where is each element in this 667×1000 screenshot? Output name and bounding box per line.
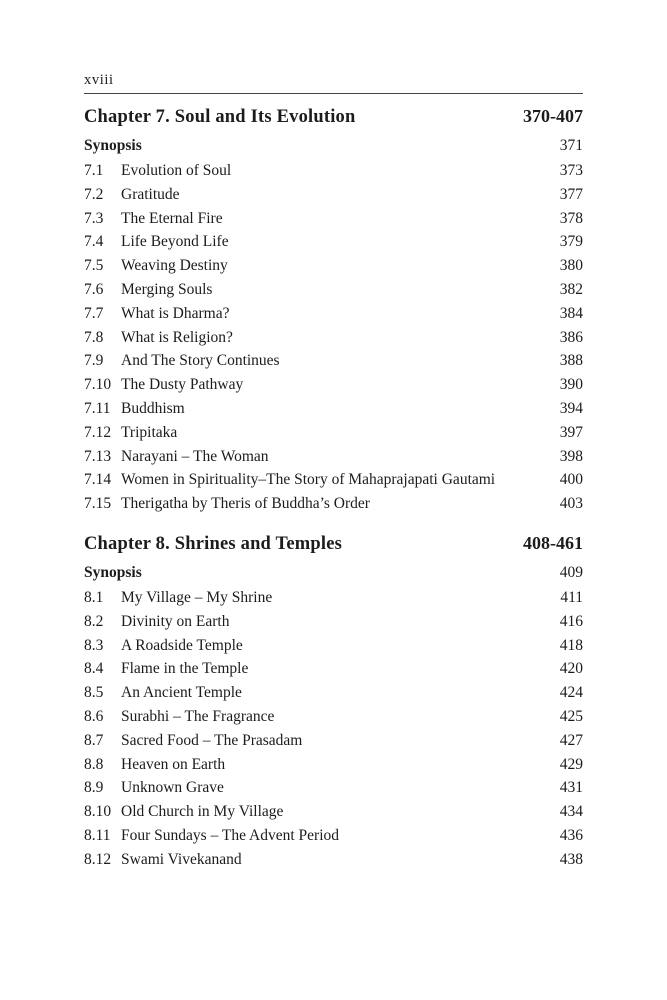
folio-page-number: xviii	[84, 72, 114, 88]
toc-entry-row	[84, 183, 583, 207]
synopsis-label: Synopsis	[84, 137, 142, 154]
entry-title: What is Dharma?	[121, 304, 230, 322]
toc-entry-row	[84, 302, 583, 326]
running-header	[84, 72, 583, 94]
entry-title: Narayani – The Woman	[121, 447, 269, 465]
toc-entry-row	[84, 729, 583, 753]
entry-number: 8.6	[84, 707, 104, 725]
entry-number: 8.9	[84, 779, 104, 797]
entry-page-number: 378	[559, 209, 583, 227]
toc-entry-row	[84, 634, 583, 658]
entry-title: The Dusty Pathway	[121, 376, 244, 394]
entry-title: Tripitaka	[121, 423, 178, 441]
entry-number: 8.1	[84, 588, 104, 606]
entry-title: Unknown Grave	[121, 779, 224, 797]
synopsis-page-number: 371	[559, 137, 583, 154]
entry-number: 8.10	[84, 803, 112, 821]
entry-number: 7.10	[84, 376, 112, 394]
entry-page-number: 400	[559, 471, 583, 489]
toc-entry-row	[84, 681, 583, 705]
entry-title: What is Religion?	[121, 328, 233, 346]
entry-title: My Village – My Shrine	[121, 588, 273, 606]
entry-page-number: 420	[559, 660, 583, 678]
entry-number: 7.14	[84, 471, 112, 489]
entry-page-number: 427	[559, 731, 583, 749]
entry-title: Surabhi – The Fragrance	[121, 707, 275, 725]
toc-entry-row	[84, 468, 583, 492]
entry-page-number: 434	[559, 803, 583, 821]
entry-page-number: 386	[559, 328, 583, 346]
entry-page-number: 398	[559, 447, 583, 465]
toc-entry-row	[84, 705, 583, 729]
entry-title: Heaven on Earth	[121, 755, 226, 773]
entry-number: 8.2	[84, 612, 104, 630]
entry-title: Four Sundays – The Advent Period	[121, 826, 339, 844]
entry-page-number: 403	[559, 495, 583, 513]
entry-page-number: 382	[559, 280, 583, 298]
entry-number: 8.7	[84, 731, 104, 749]
chapter-heading-row	[84, 533, 583, 555]
entry-number: 8.11	[84, 826, 111, 844]
chapter-heading: Chapter 7. Soul and Its Evolution	[84, 107, 356, 127]
entry-page-number: 425	[559, 707, 583, 725]
toc-entry-row	[84, 800, 583, 824]
entry-title: Evolution of Soul	[121, 162, 232, 179]
entry-title: Therigatha by Theris of Buddha’s Order	[121, 495, 370, 513]
toc-entry-row	[84, 326, 583, 350]
entry-number: 8.8	[84, 755, 104, 773]
chapter-heading: Chapter 8. Shrines and Temples	[84, 533, 343, 554]
entry-page-number: 416	[559, 612, 583, 630]
entry-title: Sacred Food – The Prasadam	[121, 731, 303, 749]
entry-number: 7.9	[84, 352, 104, 370]
synopsis-page-number: 409	[559, 563, 583, 581]
toc-entry-row	[84, 349, 583, 373]
entry-page-number: 380	[559, 257, 583, 275]
entry-title: Weaving Destiny	[121, 257, 228, 275]
entry-number: 7.12	[84, 423, 112, 441]
toc-entry-row	[84, 159, 583, 183]
toc-entry-row	[84, 848, 583, 872]
entry-title: An Ancient Temple	[121, 684, 242, 702]
entry-title: A Roadside Temple	[121, 636, 243, 654]
entry-number: 7.13	[84, 447, 112, 465]
entry-title: Swami Vivekanand	[121, 850, 242, 868]
entry-number: 7.6	[84, 280, 104, 298]
toc-entry-row	[84, 657, 583, 681]
entry-number: 7.8	[84, 328, 104, 346]
entry-page-number: 379	[559, 233, 583, 251]
toc-entry-row	[84, 373, 583, 397]
toc-entry-row	[84, 278, 583, 302]
entry-number: 8.12	[84, 850, 112, 868]
toc-entry-row	[84, 397, 583, 421]
toc-entry-row	[84, 254, 583, 278]
entry-title: Flame in the Temple	[121, 660, 249, 678]
entry-number: 7.7	[84, 304, 104, 322]
entry-title: Divinity on Earth	[121, 612, 230, 630]
toc-entry-row	[84, 753, 583, 777]
toc-entry-row	[84, 610, 583, 634]
entry-number: 7.1	[84, 162, 104, 179]
entry-title: Life Beyond Life	[121, 233, 229, 251]
entry-title: Gratitude	[121, 185, 180, 203]
entry-number: 7.4	[84, 233, 104, 251]
entry-list	[84, 586, 583, 872]
synopsis-row	[84, 134, 583, 158]
chapter-heading-row	[84, 106, 583, 128]
toc-entry-row	[84, 586, 583, 610]
toc-entry-row	[84, 445, 583, 469]
entry-title: Buddhism	[121, 399, 185, 417]
toc-sections	[84, 106, 583, 872]
entry-page-number: 377	[559, 185, 583, 203]
entry-page-number: 390	[559, 376, 583, 394]
entry-page-number: 384	[559, 304, 583, 322]
entry-number: 7.2	[84, 185, 104, 203]
entry-number: 7.3	[84, 209, 104, 227]
entry-page-number: 438	[559, 850, 583, 868]
entry-title: Merging Souls	[121, 280, 213, 298]
synopsis-row	[84, 561, 583, 585]
entry-number: 8.4	[84, 660, 104, 678]
entry-page-number: 436	[559, 826, 583, 844]
synopsis-label: Synopsis	[84, 563, 142, 581]
entry-page-number: 429	[559, 755, 583, 773]
entry-title: The Eternal Fire	[121, 209, 223, 227]
entry-page-number: 394	[559, 399, 583, 417]
entry-number: 7.15	[84, 495, 112, 513]
chapter-page-range: 408-461	[523, 532, 583, 553]
entry-page-number: 397	[559, 423, 583, 441]
chapter-page-range: 370-407	[523, 106, 583, 126]
entry-number: 7.11	[84, 399, 111, 417]
entry-page-number: 388	[559, 352, 583, 370]
entry-page-number: 424	[559, 684, 583, 702]
toc-chapter-section	[84, 106, 583, 516]
toc-chapter-section	[84, 533, 583, 872]
toc-entry-row	[84, 421, 583, 445]
toc-entry-row	[84, 492, 583, 516]
toc-entry-row	[84, 824, 583, 848]
toc-entry-row	[84, 230, 583, 254]
entry-title: And The Story Continues	[121, 352, 280, 370]
toc-entry-row	[84, 776, 583, 800]
entry-page-number: 373	[559, 162, 583, 179]
entry-number: 8.3	[84, 636, 104, 654]
entry-number: 7.5	[84, 257, 104, 275]
entry-list	[84, 159, 583, 516]
entry-page-number: 418	[559, 636, 583, 654]
entry-title: Women in Spirituality–The Story of Mahaprajapati Gautami	[121, 471, 496, 489]
entry-title: Old Church in My Village	[121, 803, 284, 821]
entry-page-number: 411	[560, 588, 583, 606]
entry-page-number: 431	[559, 779, 583, 797]
entry-number: 8.5	[84, 684, 104, 702]
toc-entry-row	[84, 207, 583, 231]
